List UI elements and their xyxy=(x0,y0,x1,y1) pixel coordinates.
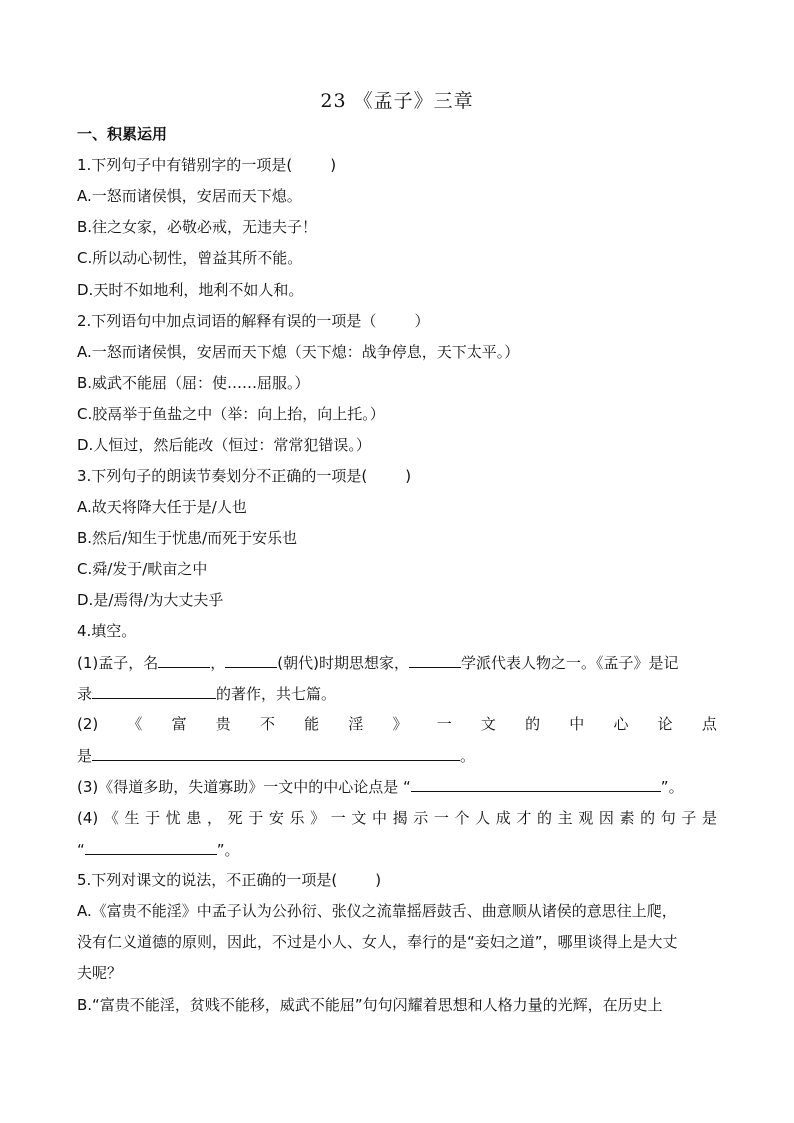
text-char: (4) xyxy=(77,809,99,827)
question-4-part-1-line-2 xyxy=(77,683,717,704)
text-char: 心 xyxy=(613,715,629,733)
question-2-option-b: B.威武不能屈（屈：使……屈服。） xyxy=(77,374,310,392)
question-4-part-3 xyxy=(77,776,717,797)
text-char: 的 xyxy=(525,715,541,733)
text-char: 揭 xyxy=(392,809,408,827)
text-char: 》 xyxy=(392,715,408,733)
text-span: ”。 xyxy=(660,778,684,796)
page-title: 23 《孟子》三章 xyxy=(320,90,474,112)
text-span: 录 xyxy=(77,685,93,703)
text-char: 于 xyxy=(248,809,264,827)
question-2-option-d: D.人恒过，然后能改（恒过：常常犯错误。） xyxy=(77,436,371,454)
text-span: 的著作，共七篇。 xyxy=(216,685,337,703)
text-char: 忧 xyxy=(165,809,181,827)
text-char: 安 xyxy=(268,809,284,827)
text-span: (1)孟子，名 xyxy=(77,654,159,672)
question-1-option-a: A.一怒而诸侯惧，安居而天下熄。 xyxy=(77,187,302,205)
text-char: 于 xyxy=(145,809,161,827)
text-span: (朝代)时期思想家， xyxy=(277,654,409,672)
text-char: 》 xyxy=(310,809,326,827)
question-2-option-a: A.一怒而诸侯惧，安居而天下熄（天下熄：战争停息，天下太平。） xyxy=(77,343,520,361)
text-span: (3)《得道多助，失道寡助》一文中的中心论点是 “ xyxy=(77,778,411,796)
text-char: 患 xyxy=(186,809,202,827)
fill-blank[interactable] xyxy=(85,839,217,855)
text-char: 人 xyxy=(475,809,491,827)
text-char: 才 xyxy=(516,809,532,827)
text-char: 《 xyxy=(103,809,119,827)
question-3-option-b: B.然后/知生于忧患/而死于安乐也 xyxy=(77,529,298,547)
text-span: 。 xyxy=(460,747,476,765)
text-char: 的 xyxy=(536,809,552,827)
text-char: 中 xyxy=(569,715,585,733)
text-char: (2) xyxy=(77,715,99,733)
fill-blank[interactable] xyxy=(225,652,277,668)
text-char: 生 xyxy=(124,809,140,827)
text-char: 观 xyxy=(578,809,594,827)
text-char: 文 xyxy=(480,715,496,733)
text-char: 是 xyxy=(701,809,717,827)
text-char: 点 xyxy=(701,715,717,733)
question-1-option-d: D.天时不如地利，地利不如人和。 xyxy=(77,281,304,299)
question-5-option-a-line-1: A.《富贵不能淫》中孟子认为公孙衍、张仪之流靠摇唇鼓舌、曲意顺从诸侯的意思往上爬， xyxy=(77,902,677,920)
question-4-part-2-line-2 xyxy=(77,745,717,766)
text-char: 主 xyxy=(557,809,573,827)
question-5-option-b-line-1: B.“富贵不能淫，贫贱不能移，威武不能屈”句句闪耀着思想和人格力量的光辉，在历史上 xyxy=(77,996,663,1014)
text-char: 文 xyxy=(351,809,367,827)
text-char: 示 xyxy=(413,809,429,827)
text-char: 中 xyxy=(371,809,387,827)
text-char: 的 xyxy=(640,809,656,827)
text-char: 乐 xyxy=(289,809,305,827)
text-char: 句 xyxy=(660,809,676,827)
question-4-part-2-line-1 xyxy=(77,714,717,734)
question-5-stem: 5.下列对课文的说法，不正确的一项是( ) xyxy=(77,871,382,889)
question-4-part-1-line-1 xyxy=(77,652,717,673)
text-char: 死 xyxy=(227,809,243,827)
question-2-stem: 2.下列语句中加点词语的解释有误的一项是（ ） xyxy=(77,312,430,330)
text-char: 一 xyxy=(433,809,449,827)
section-heading: 一、积累运用 xyxy=(77,125,168,143)
question-2-option-c: C.胶鬲举于鱼盐之中（举：向上抬，向上托。） xyxy=(77,405,385,423)
question-1-option-c: C.所以动心韧性，曾益其所不能。 xyxy=(77,249,303,267)
text-char: 不 xyxy=(259,715,275,733)
question-3-option-d: D.是/焉得/为大丈夫乎 xyxy=(77,591,224,609)
text-span: 学派代表人物之一。《孟子》是记 xyxy=(460,654,679,672)
text-char: 富 xyxy=(171,715,187,733)
question-1-stem: 1.下列句子中有错别字的一项是( ) xyxy=(77,156,337,174)
question-1-option-b: B.往之女家，必敬必戒，无违夫子！ xyxy=(77,218,318,236)
text-char: 淫 xyxy=(348,715,364,733)
text-char: 因 xyxy=(598,809,614,827)
fill-blank[interactable] xyxy=(92,745,460,761)
text-char: 一 xyxy=(330,809,346,827)
question-3-stem: 3.下列句子的朗读节奏划分不正确的一项是( ) xyxy=(77,467,412,485)
text-char: 子 xyxy=(681,809,697,827)
fill-blank[interactable] xyxy=(92,683,216,699)
fill-blank[interactable] xyxy=(158,652,210,668)
text-char: 成 xyxy=(495,809,511,827)
question-3-option-c: C.舜/发于/畎亩之中 xyxy=(77,560,208,578)
text-char: 论 xyxy=(657,715,673,733)
question-4-part-4-line-1 xyxy=(77,808,717,828)
text-span: ， xyxy=(210,654,226,672)
text-char: 素 xyxy=(619,809,635,827)
text-char: 贵 xyxy=(215,715,231,733)
question-5-option-a-line-2: 没有仁义道德的原则，因此，不过是小人、女人，奉行的是“妾妇之道”，哪里谈得上是大丈 xyxy=(77,933,678,951)
text-span: 是 xyxy=(77,747,93,765)
question-5-option-a-line-3: 夫呢？ xyxy=(77,964,123,982)
text-char: 个 xyxy=(454,809,470,827)
text-char: 能 xyxy=(304,715,320,733)
fill-blank[interactable] xyxy=(411,776,661,792)
question-4-part-4-line-2 xyxy=(77,839,717,860)
question-4-stem: 4.填空。 xyxy=(77,622,137,640)
question-3-option-a: A.故天将降大任于是/人也 xyxy=(77,498,247,516)
fill-blank[interactable] xyxy=(409,652,461,668)
text-span: “ xyxy=(77,841,85,859)
text-span: ”。 xyxy=(216,841,240,859)
text-char: 《 xyxy=(127,715,143,733)
text-char: ， xyxy=(206,809,222,827)
text-char: 一 xyxy=(436,715,452,733)
